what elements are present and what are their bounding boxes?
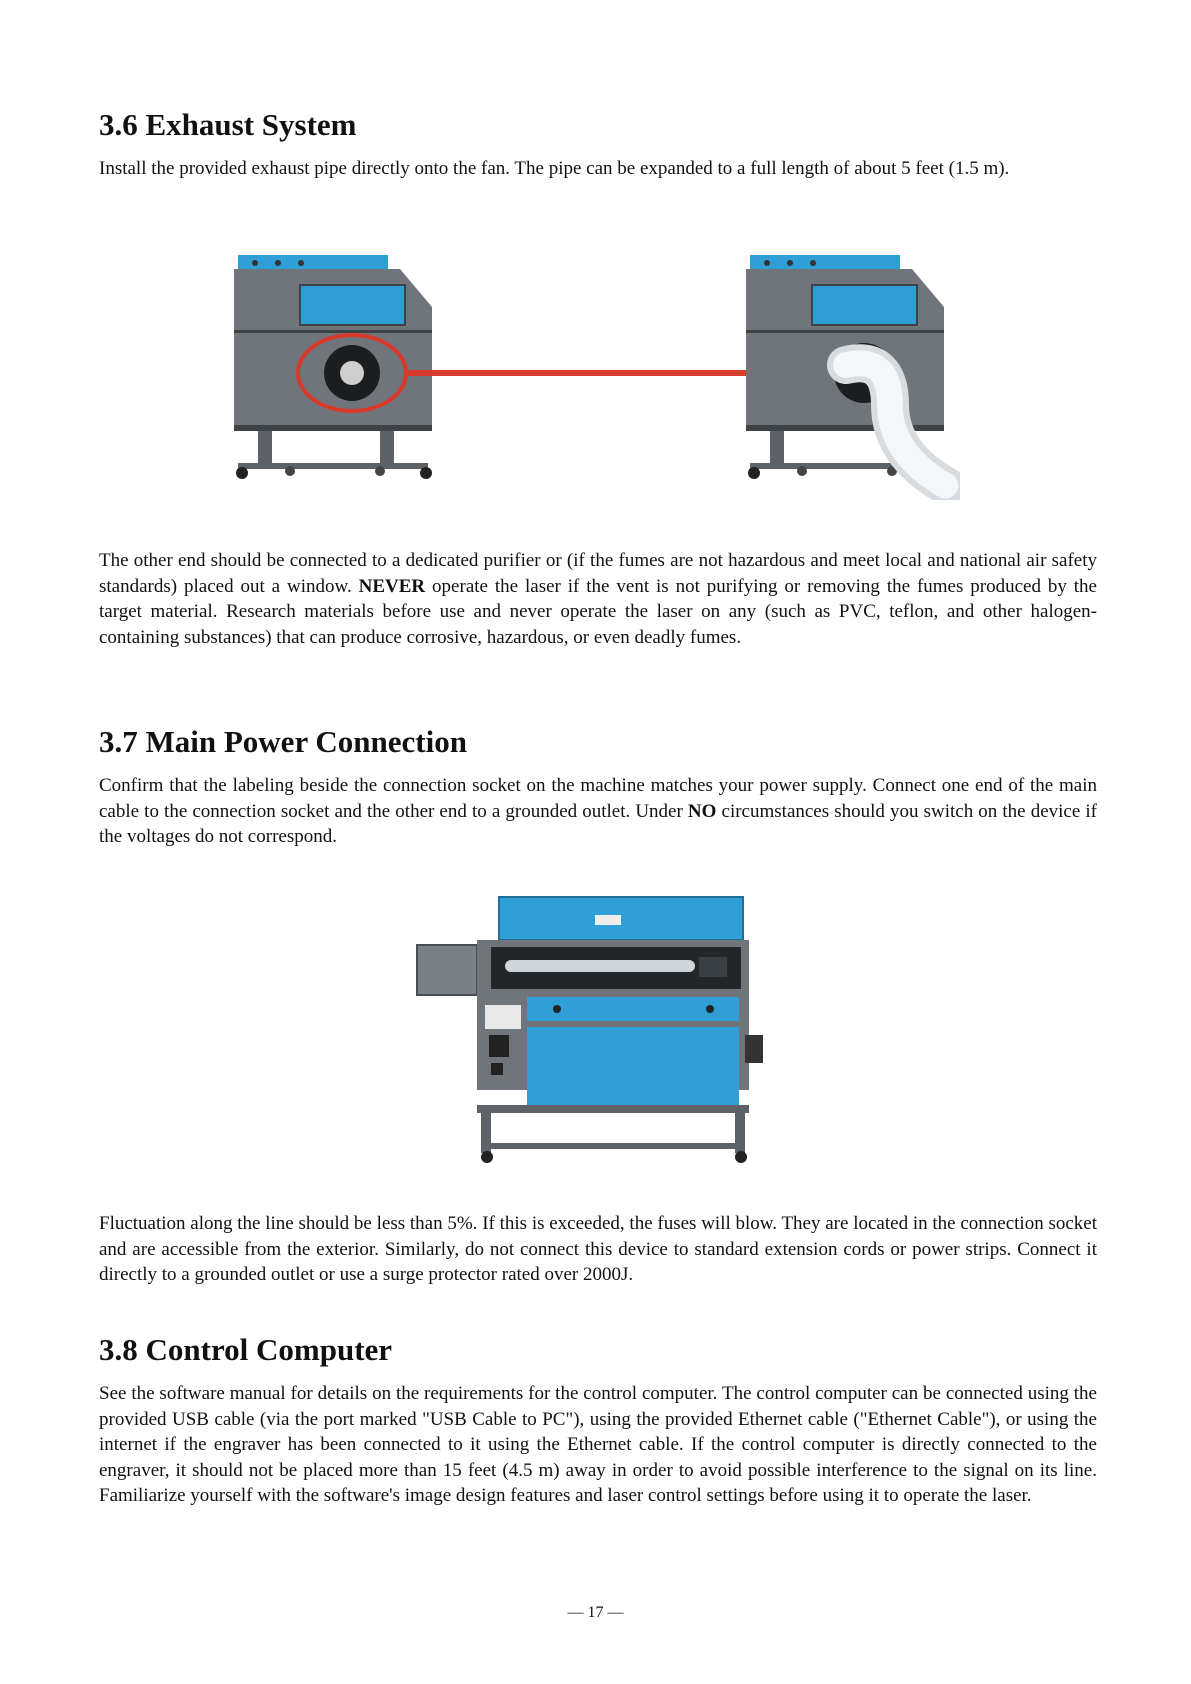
section-title-power: 3.7 Main Power Connection — [99, 724, 467, 759]
exhaust-installation-figure — [130, 225, 960, 500]
laser-engraver-figure — [405, 885, 795, 1165]
exhaust-para-part-2: operate the laser if the vent is not purifying or removing the fumes produced by the target material. Research materials before use and never operate the laser on any (such as PVC, teflon, and other halogen-containing substances) that can produce corrosive, hazardous, or even deadly fumes. — [99, 575, 1097, 648]
computer-paragraph: See the software manual for details on the requirements for the control computer. The control computer can be connected using the provided USB cable (via the port marked "USB Cable to PC"), using the provided Ethernet cable ("Ethernet Cable"), or using the internet if the engraver has been connected to it using the Ethernet cable. If the control computer is directly connected to the engraver, it should not be placed more than 15 feet (4.5 m) away in order to avoid possible interference to the signal on its line. Familiarize yourself with the software's image design features and laser control settings before using it to operate the laser. — [99, 1383, 1097, 1506]
machine-without-pipe — [234, 225, 432, 479]
exhaust-para-part-1: The other end should be connected to a dedicated purifier or (if the fumes are not hazardous and meet local and national air safety standards) placed out a window. — [99, 550, 1097, 597]
power-intro-bold: NO — [687, 800, 717, 822]
power-intro-part-1: Confirm that the labeling beside the connection socket on the machine matches your power supply. Connect one end of the main cable to the connection socket and the other end to a grounded outlet. Under — [99, 775, 1097, 822]
machine-with-pipe — [746, 255, 948, 487]
section-title-exhaust: 3.6 Exhaust System — [99, 107, 357, 142]
section-title-computer: 3.8 Control Computer — [99, 1332, 393, 1367]
exhaust-para-bold: NEVER — [358, 575, 426, 597]
page-number: — 17 — — [567, 1604, 624, 1621]
power-intro — [99, 773, 1097, 850]
exhaust-warning-paragraph — [99, 548, 1097, 650]
exhaust-intro: Install the provided exhaust pipe directly onto the fan. The pipe can be expanded to a full length of about 5 feet (1.5 m). — [99, 158, 1010, 179]
power-fluctuation-paragraph: Fluctuation along the line should be less than 5%. If this is exceeded, the fuses will blow. They are located in the connection socket and are accessible from the exterior. Similarly, do not connect this device to standard extension cords or power strips. Connect it directly to a grounded outlet or use a surge protector rated over 2000J. — [99, 1213, 1097, 1285]
power-intro-part-2: circumstances should you switch on the device if the voltages do not correspond. — [99, 800, 1097, 847]
